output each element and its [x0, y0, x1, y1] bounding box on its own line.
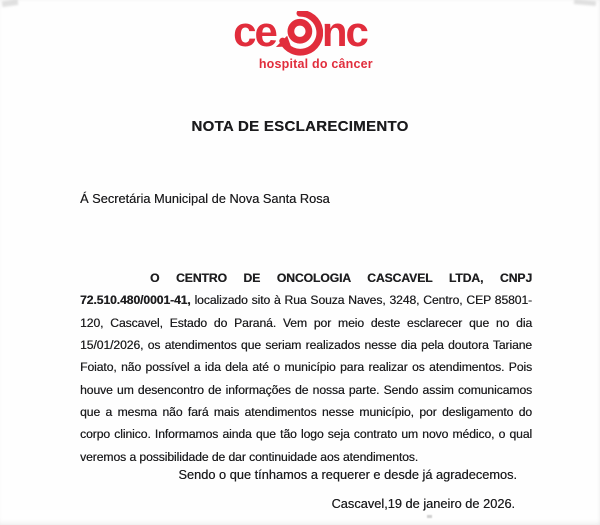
scan-artifact — [427, 515, 432, 518]
logo-text-ce: ce — [233, 8, 276, 55]
closing-line: Sendo o que tínhamos a requerer e desde já agradecemos. — [178, 467, 517, 482]
date-line: Cascavel,19 de janeiro de 2026. — [331, 496, 515, 511]
recipient-line: Á Secretária Municipal de Nova Santa Rosa — [80, 191, 330, 206]
logo-block — [233, 8, 373, 71]
logo-swirl-icon — [275, 11, 323, 59]
scan-artifact — [2, 0, 19, 7]
logo-text-nc: nc — [321, 8, 367, 55]
body-text: localizado sito à Rua Souza Naves, 3248, Centro, CEP 85801-120, Cascavel, Estado do Paraná. Vem por meio deste esclarecer que no dia 15/01/2026, os atendimentos que seriam realizados nesse dia pela doutora Tariane Foiato, não possível a ida dela até o município para realizar os atendimentos. Pois houve um desencontro de informações de nossa parte. Sendo assim comunicamos que a mesma não fará mais atendimentos nesse município, por desligamento do corpo clinico. Informamos ainda que tão logo seja contrato um novo médico, o qual veremos a possibilidade de dar continuidade aos atendimentos. — [80, 293, 532, 464]
body-paragraph — [80, 267, 532, 468]
logo-wordmark — [233, 8, 367, 56]
logo-tagline: hospital do câncer — [258, 57, 373, 71]
note-title: NOTA DE ESCLARECIMENTO — [191, 118, 409, 135]
scan-artifact — [574, 0, 596, 6]
body-intro-bold: O CENTRO DE ONCOLOGIA CASCAVEL LTDA, CNPJ 72.510.480/0001-41, — [80, 271, 532, 308]
